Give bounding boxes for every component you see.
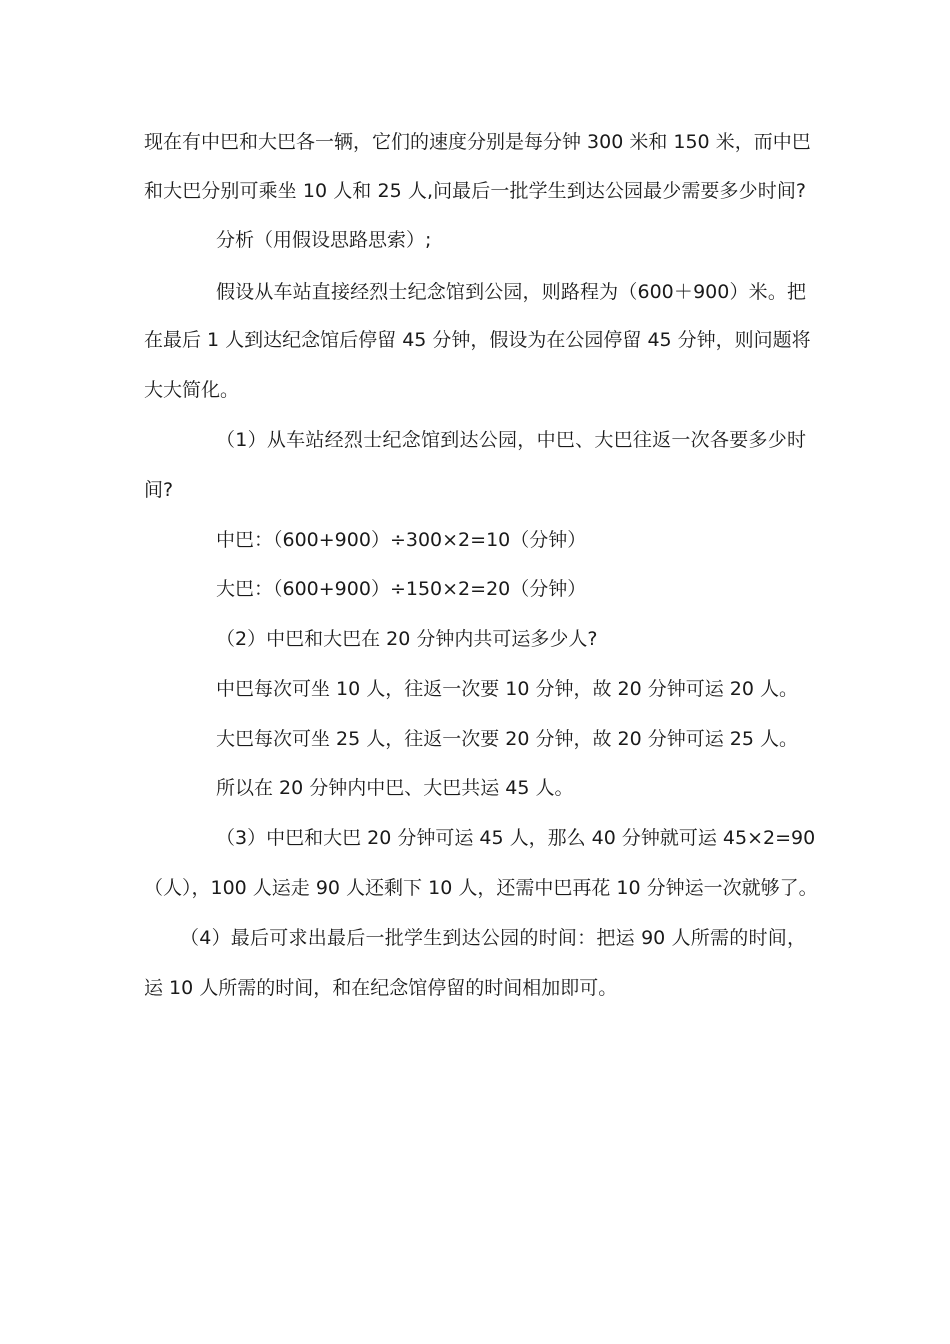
text-line: 大大简化。	[144, 379, 240, 401]
text-line: （2）中巴和大巴在 20 分钟内共可运多少人?	[216, 628, 598, 650]
text-line: 和大巴分别可乘坐 10 人和 25 人,问最后一批学生到达公园最少需要多少时间?	[144, 180, 806, 202]
text-line: 假设从车站直接经烈士纪念馆到公园，则路程为（600＋900）米。把	[216, 281, 806, 303]
text-line: 中巴每次可坐 10 人，往返一次要 10 分钟，故 20 分钟可运 20 人。	[216, 678, 799, 700]
formula-line: 中巴：（600+900）÷300×2=10（分钟）	[216, 529, 587, 551]
text-line: 分析（用假设思路思索）;	[216, 229, 432, 251]
text-line: 大巴每次可坐 25 人，往返一次要 20 分钟，故 20 分钟可运 25 人。	[216, 728, 799, 750]
text-line: 现在有中巴和大巴各一辆，它们的速度分别是每分钟 300 米和 150 米，而中巴	[144, 131, 811, 153]
text-line: 所以在 20 分钟内中巴、大巴共运 45 人。	[216, 777, 574, 799]
text-line: （1）从车站经烈士纪念馆到达公园，中巴、大巴往返一次各要多少时	[216, 429, 806, 451]
text-line: 运 10 人所需的时间，和在纪念馆停留的时间相加即可。	[144, 977, 618, 999]
text-line: （3）中巴和大巴 20 分钟可运 45 人，那么 40 分钟就可运 45×2=90	[216, 827, 816, 849]
formula-line: 大巴：（600+900）÷150×2=20（分钟）	[216, 578, 587, 600]
text-line: 间?	[144, 479, 174, 501]
text-line: （4）最后可求出最后一批学生到达公园的时间：把运 90 人所需的时间，	[180, 927, 806, 949]
text-line: 在最后 1 人到达纪念馆后停留 45 分钟，假设为在公园停留 45 分钟，则问题将	[144, 329, 811, 351]
text-line: （人），100 人运走 90 人还剩下 10 人，还需中巴再花 10 分钟运一次就够了。	[144, 877, 818, 899]
